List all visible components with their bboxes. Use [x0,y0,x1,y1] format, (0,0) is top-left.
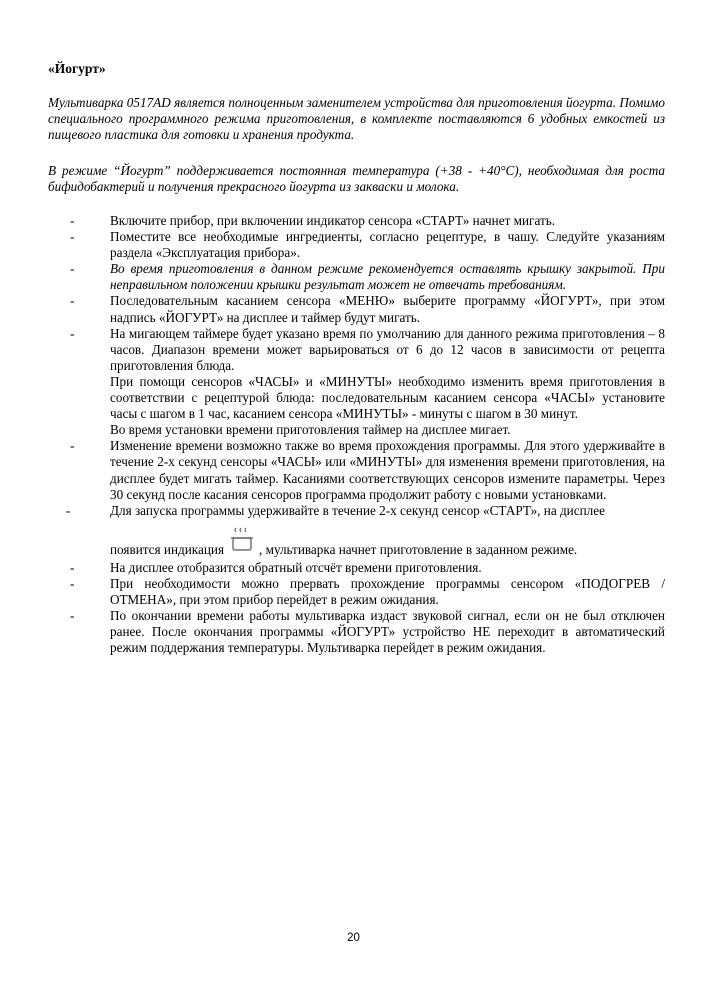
list-item-text: При помощи сенсоров «ЧАСЫ» и «МИНУТЫ» необходимо изменить время приготовления в соответствии с рецептурой блюда: последовательным касанием сенсора «ЧАСЫ» установите часы с шагом в 1 час, касанием сенсора «МИНУТЫ» - минуты с шагом в 30 минут. [110,373,665,422]
section-title: «Йогурт» [48,61,106,76]
bullet-dash: - [70,608,75,624]
list-item-text: На дисплее отобразится обратный отсчёт времени приготовления. [110,559,482,575]
list-item [0,560,665,576]
list-item [0,503,665,560]
list-item [0,261,665,293]
bullet-dash: - [70,261,75,277]
list-item-text-before-icon: появится индикация [110,541,225,557]
list-item [0,213,665,229]
bullet-dash: - [70,213,75,228]
list-item-text-after-icon: , мультиварка начнет приготовление в заданном режиме. [259,541,578,557]
list-item-text: При необходимости можно прервать прохождение программы сенсором «ПОДОГРЕВ / ОТМЕНА», при этом прибор перейдет в режим ожидания. [110,575,665,607]
list-item [0,229,665,261]
cooking-pot-icon [228,526,256,554]
intro-paragraph-2: В режиме “Йогурт” поддерживается постоянная температура (+38 - +40°C), необходимая для роста бифидобактерий и получения прекрасного йогурта из закваски и молока. [48,163,665,195]
bullet-dash: - [70,575,75,591]
list-item [0,576,665,608]
list-item-text: На мигающем таймере будет указано время по умолчанию для данного режима приготовления – 8 часов. Диапазон времени может варьироваться от 6 до 12 часов в зависимости от рецепта приготовления блюда. [110,325,665,373]
bullet-dash: - [70,438,75,454]
bullet-dash: - [70,229,75,245]
list-item [0,326,665,439]
list-item-text: По окончании времени работы мультиварка издаст звуковой сигнал, если он не был отключен ранее. После окончания программы «ЙОГУРТ» устройство НЕ переходит в автоматический режим поддержания температуры. Мультиварка перейдет в режим ожидания. [110,608,665,656]
list-item [0,608,665,656]
instruction-list [0,213,707,656]
bullet-dash: - [70,325,75,341]
intro-paragraph-1: Мультиварка 0517AD является полноценным заменителем устройства для приготовления йогурта. Помимо специального программного режима приготовления, в комплекте поставляются 6 удобных емкостей из пищевого пластика для готовки и хранения продукта. [48,95,665,143]
list-item-text: Во время приготовления в данном режиме рекомендуется оставлять крышку закрытой. При неправильном положении крышки результат может не отвечать требованиям. [110,261,665,293]
bullet-dash: - [66,502,71,518]
page-number: 20 [347,932,360,944]
list-item-text: Последовательным касанием сенсора «МЕНЮ» выберите программу «ЙОГУРТ», при этом надпись «ЙОГУРТ» на дисплее и таймер будут мигать. [110,293,665,325]
bullet-dash: - [70,293,75,309]
list-item-text: Для запуска программы удерживайте в течение 2-х секунд сенсор «СТАРТ», на дисплее [110,502,605,518]
list-item-text [110,532,665,560]
list-item-text: Изменение времени возможно также во время прохождения программы. Для этого удерживайте в течение 2-х секунд сенсоры «ЧАСЫ» или «МИНУТЫ» для изменения времени приготовления, на дисплее будет мигать таймер. Касаниями соответствующих сенсоров измените параметры. Через 30 секунд после касания сенсоров программа продолжит работу с новыми установками. [110,438,665,502]
list-item [0,293,665,325]
bullet-dash: - [70,559,75,575]
list-item-text: Во время установки времени приготовления таймер на дисплее мигает. [110,422,511,438]
list-item-text: Включите прибор, при включении индикатор сенсора «СТАРТ» начнет мигать. [110,213,556,228]
list-item-text: Поместите все необходимые ингредиенты, согласно рецептуре, в чашу. Следуйте указаниям раздела «Эксплуатация прибора». [110,229,665,261]
list-item [0,438,665,502]
